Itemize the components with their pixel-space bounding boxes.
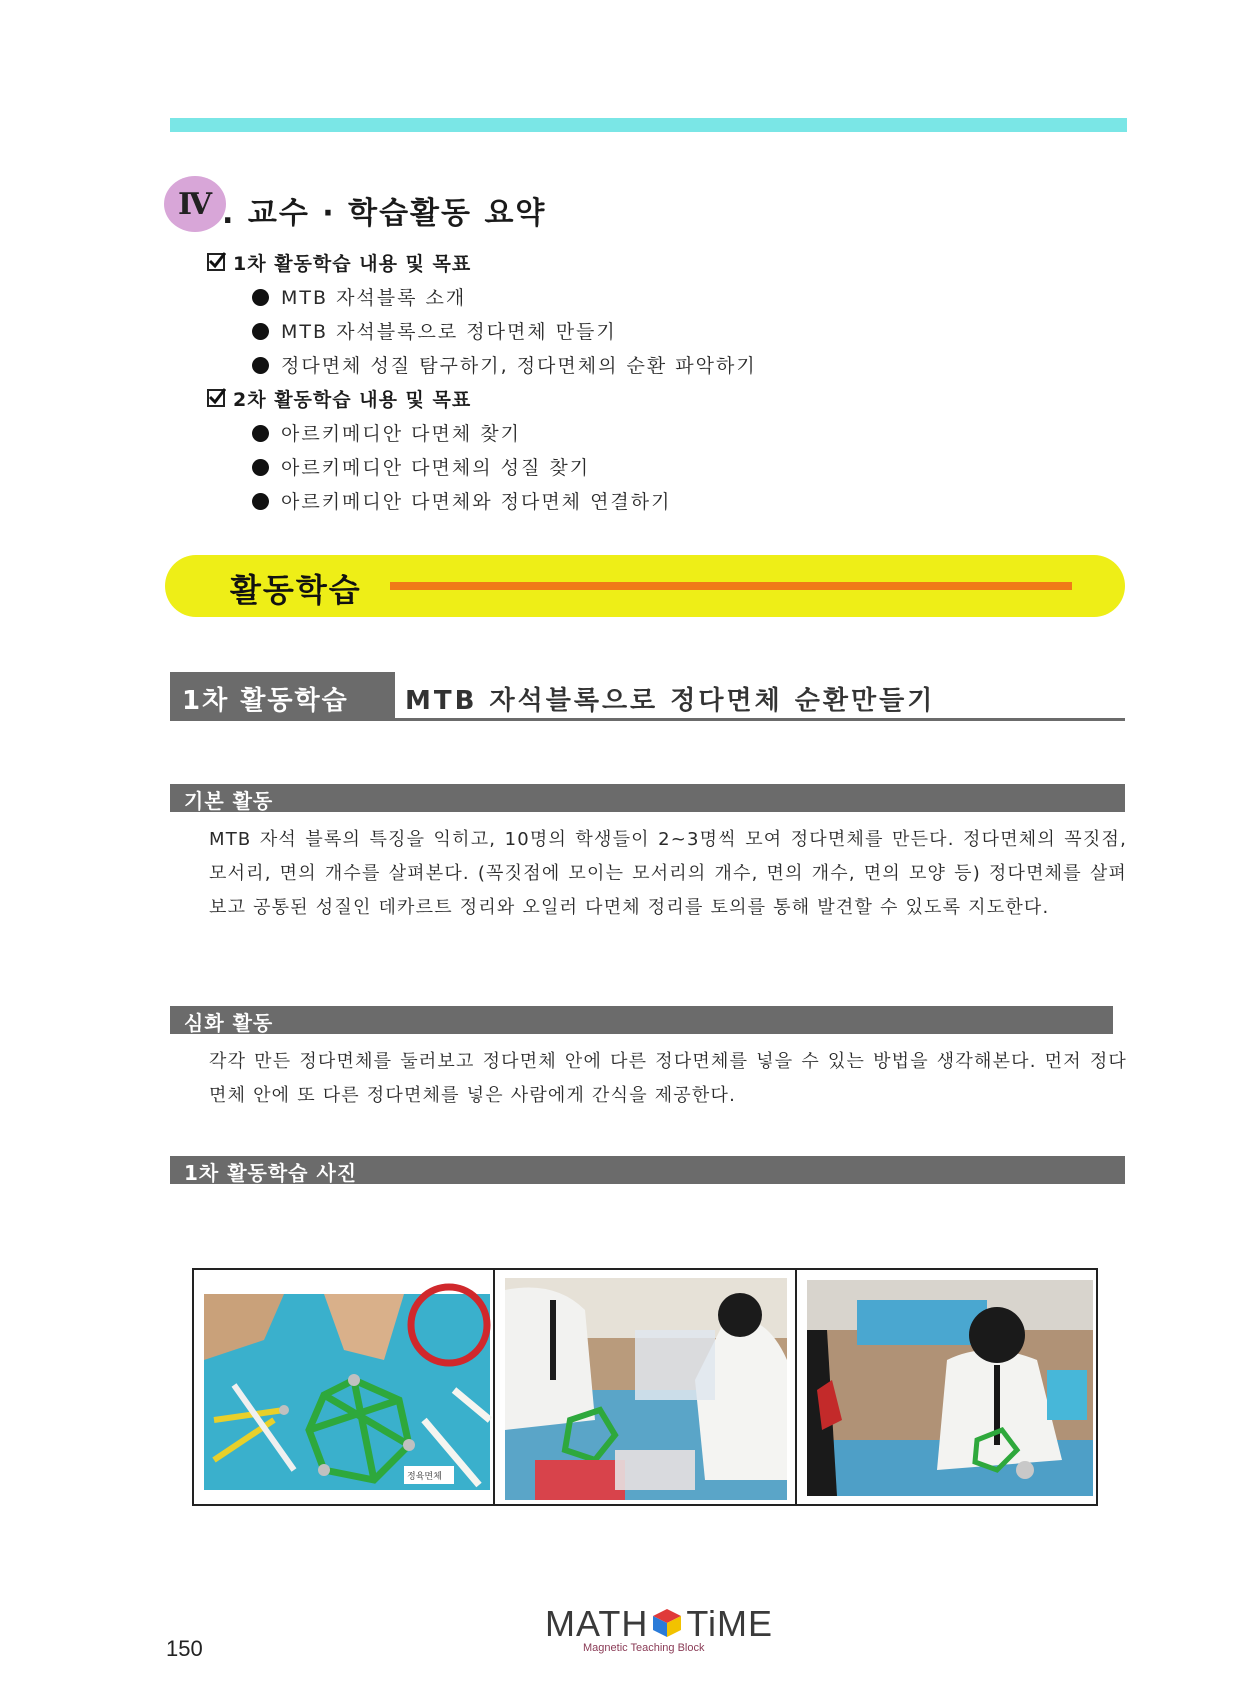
activity-banner-line bbox=[390, 582, 1072, 590]
photos-bar bbox=[170, 1156, 1125, 1184]
list-item-text: 아르키메디안 다면체와 정다면체 연결하기 bbox=[281, 491, 672, 513]
brand-logo bbox=[545, 1603, 773, 1645]
bullet-icon bbox=[252, 493, 269, 510]
top-accent-bar bbox=[170, 118, 1127, 132]
photo-2 bbox=[495, 1270, 796, 1504]
logo-text-left: MATH bbox=[545, 1603, 649, 1644]
list-item bbox=[252, 351, 757, 378]
photo-3 bbox=[797, 1270, 1096, 1504]
advanced-activity-bar bbox=[170, 1006, 1113, 1034]
second-activity-heading bbox=[207, 385, 471, 412]
photo-1 bbox=[194, 1270, 495, 1504]
list-item-text: MTB 자석블록으로 정다면체 만들기 bbox=[281, 321, 617, 343]
bullet-icon bbox=[252, 323, 269, 340]
basic-activity-bar bbox=[170, 784, 1125, 812]
checkbox-checked-icon bbox=[207, 389, 225, 407]
photos-label: 1차 활동학습 사진 bbox=[184, 1161, 358, 1185]
section-title: . 교수 · 학습활동 요약 bbox=[222, 196, 547, 231]
list-item-text: MTB 자석블록 소개 bbox=[281, 287, 467, 309]
logo-subtitle: Magnetic Teaching Block bbox=[583, 1642, 705, 1654]
list-item bbox=[252, 317, 617, 344]
lesson-title: MTB 자석블록으로 정다면체 순환만들기 bbox=[405, 686, 936, 716]
page-number: 150 bbox=[166, 1636, 203, 1661]
advanced-activity-label: 심화 활동 bbox=[184, 1011, 274, 1035]
activity-banner-label: 활동학습 bbox=[230, 571, 362, 609]
list-item-text: 정다면체 성질 탐구하기, 정다면체의 순환 파악하기 bbox=[281, 355, 757, 377]
bullet-icon bbox=[252, 459, 269, 476]
cube-logo-icon bbox=[650, 1606, 684, 1640]
lesson-label: 1차 활동학습 bbox=[182, 686, 349, 716]
first-activity-heading-text: 1차 활동학습 내용 및 목표 bbox=[233, 253, 472, 275]
list-item bbox=[252, 453, 590, 480]
list-item bbox=[252, 419, 521, 446]
bullet-icon bbox=[252, 357, 269, 374]
bullet-icon bbox=[252, 289, 269, 306]
list-item-text: 아르키메디안 다면체의 성질 찾기 bbox=[281, 457, 591, 479]
list-item bbox=[252, 487, 672, 514]
list-item bbox=[252, 283, 466, 310]
checkbox-checked-icon bbox=[207, 253, 225, 271]
bullet-icon bbox=[252, 425, 269, 442]
advanced-activity-text: 각각 만든 정다면체를 둘러보고 정다면체 안에 다른 정다면체를 넣을 수 있는 방법을 생각해본다. 먼저 정다면체 안에 또 다른 정다면체를 넣은 사람에게 간식을 제공한다. bbox=[209, 1051, 1127, 1106]
basic-activity-text: MTB 자석 블록의 특징을 익히고, 10명의 학생들이 2~3명씩 모여 정다면체를 만든다. 정다면체의 꼭짓점, 모서리, 면의 개수를 살펴본다. (꼭짓점에 모이는 모서리의 개수, 면의 개수, 면의 모양 등) 정다면체를 살펴보고 공통된 성질인 데카르트 정리와 오일러 다면체 정리를 토의를 통해 발견할 수 있도록 지도한다. bbox=[209, 829, 1127, 918]
photo-caption: 정육면체 bbox=[407, 1472, 442, 1482]
first-activity-heading bbox=[207, 249, 471, 276]
logo-text-right: TiME bbox=[686, 1603, 773, 1644]
second-activity-heading-text: 2차 활동학습 내용 및 목표 bbox=[233, 389, 472, 411]
list-item-text: 아르키메디안 다면체 찾기 bbox=[281, 423, 521, 445]
photo-grid bbox=[192, 1268, 1098, 1506]
basic-activity-label: 기본 활동 bbox=[184, 789, 274, 813]
lesson-underline bbox=[170, 718, 1125, 721]
section-numeral: Ⅳ bbox=[164, 176, 226, 232]
